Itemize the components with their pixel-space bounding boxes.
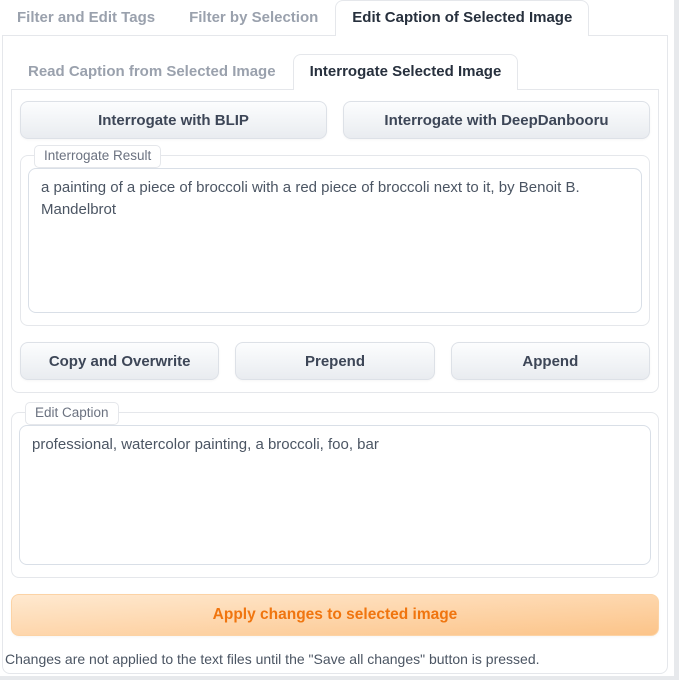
copy-buttons-row — [20, 342, 650, 380]
interrogate-panel — [11, 89, 659, 393]
interrogate-result-textarea[interactable] — [28, 168, 642, 313]
edit-caption-textarea[interactable] — [19, 425, 651, 565]
interrogate-result-label: Interrogate Result — [34, 145, 161, 168]
main-tab-nav — [0, 0, 674, 35]
interrogate-with-deepdanbooru-button[interactable]: Interrogate with DeepDanbooru — [343, 101, 650, 139]
tab-read-caption-from-selected-image[interactable]: Read Caption from Selected Image — [11, 54, 293, 89]
copy-and-overwrite-button[interactable]: Copy and Overwrite — [20, 342, 219, 380]
edit-caption-panel — [2, 35, 668, 674]
save-changes-note: Changes are not applied to the text files until the "Save all changes" button is pressed. — [5, 651, 540, 667]
prepend-button[interactable]: Prepend — [235, 342, 434, 380]
tab-interrogate-selected-image[interactable]: Interrogate Selected Image — [293, 54, 519, 90]
tab-edit-caption-of-selected-image[interactable]: Edit Caption of Selected Image — [335, 0, 589, 36]
edit-caption-label: Edit Caption — [25, 402, 119, 425]
append-button[interactable]: Append — [451, 342, 650, 380]
tab-filter-and-edit-tags[interactable]: Filter and Edit Tags — [0, 0, 172, 35]
tab-filter-by-selection[interactable]: Filter by Selection — [172, 0, 335, 35]
interrogate-buttons-row — [20, 101, 650, 139]
caption-sub-tab-nav — [11, 54, 659, 89]
interrogate-result-group — [20, 148, 650, 326]
edit-caption-group — [11, 405, 659, 578]
apply-changes-to-selected-image-button[interactable]: Apply changes to selected image — [11, 594, 659, 636]
interrogate-with-blip-button[interactable]: Interrogate with BLIP — [20, 101, 327, 139]
